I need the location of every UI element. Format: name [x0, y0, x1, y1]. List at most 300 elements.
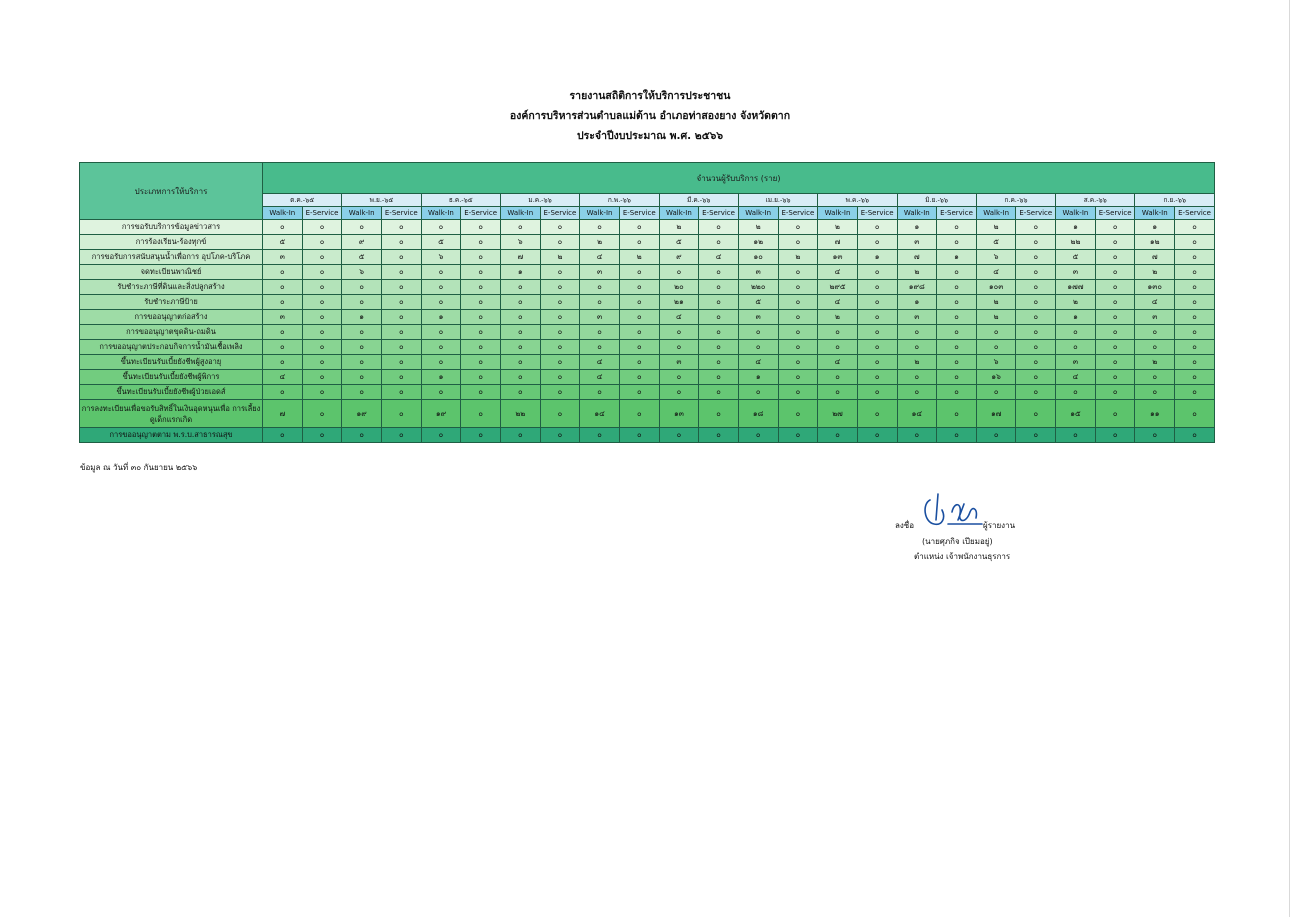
walk-in-count: ๐ [659, 325, 699, 340]
e-service-header: E-Service [699, 207, 739, 220]
walk-in-count: ๐ [421, 428, 461, 443]
e-service-count: ๐ [619, 428, 659, 443]
walk-in-count: ๑ [342, 310, 382, 325]
walk-in-count: ๔ [580, 370, 620, 385]
e-service-count: ๐ [937, 370, 977, 385]
service-name: การขอรับการสนับสนุนน้ำเพื่อการ อุปโภค-บริโภค [80, 250, 263, 265]
walk-in-count: ๐ [263, 325, 303, 340]
e-service-count: ๐ [1095, 428, 1135, 443]
walk-in-count: ๒ [818, 310, 858, 325]
e-service-header: E-Service [619, 207, 659, 220]
table-row [80, 325, 1215, 340]
e-service-count: ๐ [1095, 250, 1135, 265]
recipients-count-header: จำนวนผู้รับบริการ (ราย) [263, 163, 1215, 194]
walk-in-count: ๐ [1056, 428, 1096, 443]
service-name: การขออนุญาตประกอบกิจการน้ำมันเชื้อเพลิง [80, 340, 263, 355]
e-service-count: ๐ [540, 220, 580, 235]
walk-in-count: ๐ [342, 325, 382, 340]
e-service-count: ๐ [619, 355, 659, 370]
walk-in-count: ๔ [738, 355, 778, 370]
e-service-count: ๐ [461, 400, 501, 428]
report-title: รายงานสถิติการให้บริการประชาชน [569, 90, 731, 102]
walk-in-count: ๑ [897, 220, 937, 235]
e-service-count: ๑ [857, 250, 897, 265]
walk-in-count: ๑๙๘ [897, 280, 937, 295]
walk-in-count: ๑ [421, 310, 461, 325]
walk-in-count: ๐ [580, 385, 620, 400]
month-header: เม.ย.-๖๖ [738, 194, 817, 207]
e-service-count: ๐ [1175, 250, 1215, 265]
e-service-count: ๐ [540, 340, 580, 355]
walk-in-count: ๐ [1135, 385, 1175, 400]
e-service-count: ๐ [461, 428, 501, 443]
e-service-count: ๐ [381, 325, 421, 340]
service-name: การร้องเรียน-ร้องทุกข์ [80, 235, 263, 250]
month-header: ส.ค.-๖๖ [1056, 194, 1135, 207]
e-service-count: ๐ [381, 280, 421, 295]
e-service-count: ๐ [461, 280, 501, 295]
walk-in-count: ๓ [897, 310, 937, 325]
walk-in-count: ๐ [500, 220, 540, 235]
walk-in-count: ๑ [897, 295, 937, 310]
walk-in-count: ๔ [580, 250, 620, 265]
walk-in-count: ๐ [1135, 428, 1175, 443]
walk-in-count: ๖ [500, 235, 540, 250]
e-service-count: ๐ [302, 265, 342, 280]
e-service-count: ๐ [857, 220, 897, 235]
walk-in-count: ๑ [1135, 220, 1175, 235]
e-service-count: ๐ [302, 280, 342, 295]
walk-in-count: ๐ [897, 385, 937, 400]
e-service-count: ๐ [1175, 235, 1215, 250]
e-service-count: ๐ [461, 295, 501, 310]
e-service-count: ๐ [1016, 265, 1056, 280]
walk-in-count: ๐ [263, 220, 303, 235]
e-service-count: ๐ [381, 355, 421, 370]
walk-in-count: ๒ [659, 220, 699, 235]
walk-in-count: ๐ [659, 428, 699, 443]
walk-in-count: ๐ [1056, 325, 1096, 340]
service-name: รับชำระภาษีที่ดินและสิ่งปลูกสร้าง [80, 280, 263, 295]
walk-in-count: ๓ [1056, 265, 1096, 280]
e-service-count: ๐ [857, 428, 897, 443]
e-service-count: ๒ [540, 250, 580, 265]
walk-in-header: Walk-In [659, 207, 699, 220]
e-service-count: ๐ [302, 428, 342, 443]
e-service-count: ๐ [1095, 235, 1135, 250]
e-service-header: E-Service [302, 207, 342, 220]
walk-in-count: ๐ [818, 428, 858, 443]
e-service-count: ๐ [1095, 355, 1135, 370]
walk-in-count: ๔ [580, 355, 620, 370]
e-service-count: ๐ [857, 385, 897, 400]
walk-in-count: ๕ [342, 250, 382, 265]
e-service-count: ๐ [619, 325, 659, 340]
month-header: มี.ค.-๖๖ [659, 194, 738, 207]
signer-position: ตำแหน่ง เจ้าพนักงานธุรการ [914, 552, 1011, 561]
e-service-count: ๐ [381, 310, 421, 325]
e-service-count: ๐ [699, 370, 739, 385]
e-service-count: ๐ [1095, 385, 1135, 400]
walk-in-count: ๐ [421, 385, 461, 400]
walk-in-count: ๑๑ [1135, 400, 1175, 428]
walk-in-count: ๕ [1056, 250, 1096, 265]
e-service-count: ๐ [302, 235, 342, 250]
e-service-count: ๐ [619, 310, 659, 325]
e-service-count: ๐ [1016, 340, 1056, 355]
walk-in-count: ๐ [342, 220, 382, 235]
walk-in-count: ๒ [976, 295, 1016, 310]
walk-in-count: ๒๐ [659, 280, 699, 295]
e-service-count: ๐ [540, 310, 580, 325]
walk-in-count: ๐ [1056, 340, 1096, 355]
walk-in-count: ๐ [976, 325, 1016, 340]
e-service-count: ๐ [699, 235, 739, 250]
signer-name: (นายศุภกิจ เปียมอยู่) [922, 537, 993, 546]
e-service-count: ๐ [1016, 370, 1056, 385]
walk-in-count: ๑๕ [1056, 400, 1096, 428]
e-service-count: ๐ [302, 385, 342, 400]
e-service-count: ๐ [461, 235, 501, 250]
e-service-count: ๐ [1016, 428, 1056, 443]
walk-in-count: ๓ [897, 235, 937, 250]
e-service-count: ๐ [461, 355, 501, 370]
walk-in-count: ๒ [976, 220, 1016, 235]
walk-in-count: ๕ [738, 295, 778, 310]
walk-in-count: ๐ [897, 428, 937, 443]
e-service-count: ๐ [619, 340, 659, 355]
walk-in-count: ๑ [421, 370, 461, 385]
e-service-count: ๐ [857, 340, 897, 355]
walk-in-count: ๐ [500, 385, 540, 400]
table-row [80, 355, 1215, 370]
e-service-count: ๐ [540, 355, 580, 370]
walk-in-count: ๙ [659, 250, 699, 265]
walk-in-count: ๐ [500, 340, 540, 355]
walk-in-count: ๕ [263, 235, 303, 250]
e-service-count: ๐ [381, 265, 421, 280]
walk-in-count: ๐ [1135, 325, 1175, 340]
e-service-count: ๐ [540, 385, 580, 400]
walk-in-count: ๒๒ [500, 400, 540, 428]
walk-in-count: ๖ [976, 355, 1016, 370]
table-row [80, 310, 1215, 325]
e-service-count: ๐ [699, 340, 739, 355]
walk-in-count: ๙ [342, 235, 382, 250]
e-service-count: ๐ [937, 265, 977, 280]
walk-in-count: ๗ [263, 400, 303, 428]
e-service-count: ๐ [937, 295, 977, 310]
e-service-count: ๐ [381, 250, 421, 265]
e-service-count: ๐ [1016, 385, 1056, 400]
service-name: การลงทะเบียนเพื่อขอรับสิทธิ์ในเงินอุดหนุนเพื่อ การเลี้ยงดูเด็กแรกเกิด [80, 400, 263, 428]
e-service-count: ๐ [1095, 370, 1135, 385]
e-service-count: ๐ [1175, 325, 1215, 340]
walk-in-count: ๔ [263, 370, 303, 385]
e-service-count: ๐ [1175, 400, 1215, 428]
table-row [80, 428, 1215, 443]
e-service-count: ๐ [778, 385, 818, 400]
e-service-count: ๐ [619, 295, 659, 310]
table-row [80, 235, 1215, 250]
walk-in-count: ๒ [1135, 265, 1175, 280]
e-service-count: ๐ [619, 385, 659, 400]
walk-in-count: ๓ [1056, 355, 1096, 370]
walk-in-count: ๒ [738, 220, 778, 235]
e-service-count: ๐ [1016, 220, 1056, 235]
month-header: พ.ย.-๖๕ [342, 194, 421, 207]
walk-in-header: Walk-In [818, 207, 858, 220]
e-service-header: E-Service [1175, 207, 1215, 220]
walk-in-count: ๒ [897, 265, 937, 280]
e-service-count: ๐ [381, 428, 421, 443]
e-service-header: E-Service [381, 207, 421, 220]
e-service-count: ๐ [857, 265, 897, 280]
service-name: รับชำระภาษีป้าย [80, 295, 263, 310]
walk-in-count: ๐ [421, 295, 461, 310]
e-service-count: ๐ [699, 280, 739, 295]
e-service-count: ๐ [1016, 310, 1056, 325]
e-service-count: ๑ [937, 250, 977, 265]
walk-in-count: ๐ [421, 325, 461, 340]
month-header: ต.ค.-๖๕ [263, 194, 342, 207]
e-service-count: ๐ [1095, 310, 1135, 325]
walk-in-count: ๐ [659, 385, 699, 400]
e-service-count: ๐ [937, 400, 977, 428]
e-service-count: ๐ [937, 355, 977, 370]
walk-in-count: ๐ [263, 428, 303, 443]
e-service-count: ๐ [540, 428, 580, 443]
e-service-count: ๐ [699, 400, 739, 428]
e-service-count: ๐ [1175, 310, 1215, 325]
e-service-count: ๐ [937, 340, 977, 355]
e-service-count: ๐ [857, 325, 897, 340]
e-service-count: ๐ [937, 235, 977, 250]
e-service-count: ๐ [619, 235, 659, 250]
service-type-header: ประเภทการให้บริการ [80, 163, 263, 220]
walk-in-count: ๐ [897, 340, 937, 355]
e-service-count: ๐ [461, 325, 501, 340]
e-service-count: ๐ [1095, 340, 1135, 355]
e-service-count: ๐ [381, 295, 421, 310]
e-service-count: ๐ [461, 250, 501, 265]
e-service-count: ๒ [619, 250, 659, 265]
table-body [80, 220, 1215, 443]
walk-in-count: ๑๐๓ [976, 280, 1016, 295]
fiscal-year: ประจำปีงบประมาณ พ.ศ. ๒๕๖๖ [576, 130, 724, 142]
e-service-count: ๐ [857, 295, 897, 310]
walk-in-count: ๑๓ [818, 250, 858, 265]
e-service-count: ๐ [1095, 220, 1135, 235]
walk-in-count: ๑๗๗ [1056, 280, 1096, 295]
walk-in-header: Walk-In [976, 207, 1016, 220]
walk-in-count: ๑๙ [421, 400, 461, 428]
table-row [80, 385, 1215, 400]
walk-in-count: ๒๒๐ [738, 280, 778, 295]
walk-in-count: ๐ [1135, 370, 1175, 385]
e-service-header: E-Service [778, 207, 818, 220]
walk-in-count: ๓ [263, 310, 303, 325]
walk-in-count: ๔ [818, 355, 858, 370]
e-service-count: ๐ [302, 325, 342, 340]
e-service-count: ๐ [778, 370, 818, 385]
signature-block [895, 490, 1055, 570]
e-service-count: ๐ [699, 325, 739, 340]
walk-in-header: Walk-In [897, 207, 937, 220]
walk-in-count: ๐ [897, 325, 937, 340]
e-service-count: ๐ [1016, 325, 1056, 340]
e-service-count: ๐ [302, 295, 342, 310]
e-service-count: ๔ [699, 250, 739, 265]
walk-in-count: ๐ [1135, 340, 1175, 355]
walk-in-count: ๐ [897, 370, 937, 385]
service-name: การขออนุญาตก่อสร้าง [80, 310, 263, 325]
walk-in-count: ๑ [738, 370, 778, 385]
e-service-count: ๐ [381, 235, 421, 250]
e-service-count: ๐ [778, 340, 818, 355]
service-name: ขึ้นทะเบียนรับเบี้ยยังชีพผู้ป่วยเอดส์ [80, 385, 263, 400]
walk-in-count: ๐ [500, 325, 540, 340]
walk-in-count: ๐ [342, 370, 382, 385]
walk-in-count: ๕ [421, 235, 461, 250]
e-service-count: ๐ [937, 325, 977, 340]
service-name: การขออนุญาตตาม พ.ร.บ.สาธารณสุข [80, 428, 263, 443]
walk-in-count: ๐ [976, 340, 1016, 355]
e-service-count: ๐ [1175, 295, 1215, 310]
e-service-count: ๐ [1016, 280, 1056, 295]
walk-in-count: ๐ [818, 385, 858, 400]
e-service-count: ๐ [778, 400, 818, 428]
walk-in-count: ๒๒ [1056, 235, 1096, 250]
e-service-count: ๐ [302, 355, 342, 370]
walk-in-count: ๒ [1056, 295, 1096, 310]
e-service-count: ๐ [857, 355, 897, 370]
walk-in-count: ๐ [1056, 385, 1096, 400]
e-service-count: ๐ [381, 370, 421, 385]
e-service-count: ๐ [619, 370, 659, 385]
walk-in-header: Walk-In [1056, 207, 1096, 220]
e-service-count: ๐ [937, 220, 977, 235]
month-header: ธ.ค.-๖๕ [421, 194, 500, 207]
table-row [80, 340, 1215, 355]
month-header: ม.ค.-๖๖ [500, 194, 579, 207]
e-service-count: ๐ [381, 340, 421, 355]
e-service-count: ๐ [1175, 280, 1215, 295]
walk-in-count: ๑๙ [342, 400, 382, 428]
e-service-count: ๐ [937, 428, 977, 443]
e-service-count: ๐ [937, 280, 977, 295]
e-service-count: ๐ [540, 325, 580, 340]
walk-in-count: ๐ [659, 340, 699, 355]
e-service-count: ๐ [1016, 250, 1056, 265]
e-service-count: ๐ [1175, 340, 1215, 355]
walk-in-header: Walk-In [738, 207, 778, 220]
e-service-count: ๐ [1095, 400, 1135, 428]
walk-in-count: ๗ [818, 235, 858, 250]
e-service-count: ๐ [699, 265, 739, 280]
walk-in-count: ๑ [500, 265, 540, 280]
service-name: ขึ้นทะเบียนรับเบี้ยยังชีพผู้พิการ [80, 370, 263, 385]
e-service-count: ๐ [302, 340, 342, 355]
walk-in-count: ๑๓ [659, 400, 699, 428]
e-service-count: ๐ [857, 370, 897, 385]
month-header: มิ.ย.-๖๖ [897, 194, 976, 207]
walk-in-count: ๗ [500, 250, 540, 265]
walk-in-count: ๐ [500, 310, 540, 325]
e-service-count: ๐ [1016, 235, 1056, 250]
walk-in-count: ๔ [659, 310, 699, 325]
e-service-count: ๐ [381, 220, 421, 235]
e-service-count: ๐ [1175, 428, 1215, 443]
service-name: ขึ้นทะเบียนรับเบี้ยยังชีพผู้สูงอายุ [80, 355, 263, 370]
e-service-count: ๐ [619, 280, 659, 295]
walk-in-count: ๐ [263, 385, 303, 400]
e-service-count: ๐ [540, 280, 580, 295]
walk-in-count: ๓ [1135, 310, 1175, 325]
e-service-count: ๐ [461, 310, 501, 325]
walk-in-count: ๐ [818, 370, 858, 385]
e-service-count: ๐ [857, 235, 897, 250]
e-service-count: ๐ [699, 428, 739, 443]
walk-in-count: ๐ [342, 295, 382, 310]
walk-in-count: ๐ [421, 355, 461, 370]
e-service-count: ๐ [1095, 295, 1135, 310]
walk-in-count: ๓ [659, 355, 699, 370]
e-service-count: ๐ [1175, 370, 1215, 385]
e-service-count: ๐ [461, 370, 501, 385]
walk-in-count: ๑๒ [738, 235, 778, 250]
walk-in-count: ๐ [500, 355, 540, 370]
walk-in-count: ๒ [897, 355, 937, 370]
e-service-count: ๐ [1175, 220, 1215, 235]
walk-in-header: Walk-In [500, 207, 540, 220]
walk-in-count: ๑๔ [580, 400, 620, 428]
walk-in-count: ๒ [580, 235, 620, 250]
e-service-count: ๐ [461, 220, 501, 235]
walk-in-count: ๐ [659, 265, 699, 280]
e-service-count: ๒ [778, 250, 818, 265]
e-service-count: ๐ [302, 220, 342, 235]
walk-in-count: ๐ [421, 265, 461, 280]
table-row [80, 295, 1215, 310]
e-service-count: ๐ [778, 428, 818, 443]
walk-in-count: ๔ [976, 265, 1016, 280]
e-service-header: E-Service [1095, 207, 1135, 220]
e-service-header: E-Service [461, 207, 501, 220]
e-service-count: ๐ [778, 355, 818, 370]
walk-in-count: ๒๙๕ [818, 280, 858, 295]
e-service-count: ๐ [857, 400, 897, 428]
e-service-count: ๐ [857, 280, 897, 295]
walk-in-count: ๐ [342, 355, 382, 370]
table-row [80, 250, 1215, 265]
walk-in-count: ๐ [342, 385, 382, 400]
walk-in-count: ๐ [738, 385, 778, 400]
walk-in-header: Walk-In [263, 207, 303, 220]
walk-in-count: ๐ [976, 428, 1016, 443]
e-service-count: ๐ [461, 385, 501, 400]
walk-in-count: ๑ [1056, 220, 1096, 235]
walk-in-count: ๖ [421, 250, 461, 265]
month-header: ก.ค.-๖๖ [976, 194, 1055, 207]
walk-in-count: ๐ [580, 295, 620, 310]
e-service-count: ๐ [381, 385, 421, 400]
walk-in-count: ๐ [580, 280, 620, 295]
walk-in-count: ๐ [738, 325, 778, 340]
e-service-count: ๐ [778, 220, 818, 235]
e-service-count: ๐ [1016, 295, 1056, 310]
e-service-count: ๐ [778, 325, 818, 340]
